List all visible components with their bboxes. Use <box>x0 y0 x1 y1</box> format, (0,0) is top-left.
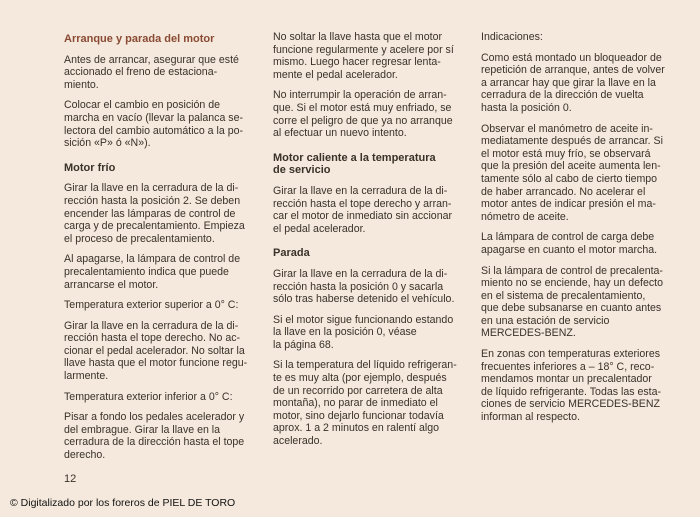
paragraph-neutral-position: Colocar el cambio en posición de marcha en vacío (llevar la palanca se- lectora del cambio automático a la po- sición «P» ó «N»). <box>64 99 244 150</box>
paragraph-stop-key: Girar la llave en la cerradura de la di- rección hasta la posición 0 y sacarla sólo tras haberse detenido el vehículo. <box>273 267 455 306</box>
paragraph-start-below-zero: Pisar a fondo los pedales acelerador y del embrague. Girar la llave en la cerradura de la dirección hasta el tope derecho. <box>64 411 245 462</box>
paragraph-start-above-zero: Girar la llave en la cerradura de la di- rección hasta el tope derecho. No ac- cionar el pedal acelerador. No soltar la llave hasta que el motor funcione regu- larmente. <box>64 319 248 383</box>
page-number: 12 <box>64 473 77 485</box>
section-title: Arranque y parada del motor <box>64 33 215 45</box>
column-2 <box>273 31 469 456</box>
paragraph-indications: Indicaciones: <box>481 31 543 43</box>
paragraph-no-interrupt: No interrumpir la operación de arran- que. Si el motor está muy enfriado, se corre el peligro de que ya no arranque al efectuar un nuevo intento. <box>273 89 453 140</box>
heading-warm-engine: Motor caliente a la temperatura de servicio <box>273 151 436 177</box>
paragraph-start-lock: Como está montado un bloqueador de repetición de arranque, antes de volver a arrancar hay que girar la llave en la cerradura de la dirección de vuelta hasta la posición 0. <box>481 51 665 114</box>
paragraph-coolant-preheater: En zonas con temperaturas exteriores frecuentes inferiores a – 18° C, reco- mendamos montar un precalentador de líquido refrigerante. Todas las esta- ciones de servicio MERCEDES-BENZ informan al respecto. <box>481 348 662 424</box>
heading-cold-engine: Motor frío <box>64 161 116 174</box>
paragraph-parking-brake: Antes de arrancar, asegurar que esté accionado el freno de estaciona- miento. <box>64 53 239 91</box>
paragraph-temp-below-zero: Temperatura exterior inferior a 0° C: <box>64 390 233 403</box>
paragraph-temp-above-zero: Temperatura exterior superior a 0° C: <box>64 299 239 312</box>
paragraph-preheat-defect: Si la lámpara de control de precalenta- miento no se enciende, hay un defecto en el sistema de precalentamiento, que debe subsanarse en cuanto antes en una estación de servicio MERCEDES-BENZ. <box>481 264 663 340</box>
column-1 <box>64 31 260 470</box>
paragraph-charge-lamp: La lámpara de control de carga debe apagarse en cuanto el motor marcha. <box>481 231 658 256</box>
paragraph-preheating: Girar la llave en la cerradura de la di- rección hasta la posición 2. Se deben encender las lámparas de control de carga y de precalentamiento. Empieza el proceso de precalentamiento. <box>64 182 245 245</box>
column-3 <box>481 31 677 432</box>
paragraph-preheat-lamp: Al apagarse, la lámpara de control de precalentamiento indica que puede arrancarse el motor. <box>64 253 241 291</box>
paragraph-hold-key: No soltar la llave hasta que el motor funcione regularmente y acelere por sí mismo. Luego hacer regresar lenta- mente el pedal acelerador. <box>273 31 454 81</box>
footer-credit: © Digitalizado por los foreros de PIEL DE TORO <box>10 497 236 509</box>
paragraph-coolant-temp: Si la temperatura del líquido refrigeran- te es muy alta (por ejemplo, después de un recorrido por carretera de alta montaña), no parar de inmediato el motor, sino dejarlo funcionar todavía aprox. 1 a 2 minutos en ralentí algo acelerado. <box>273 359 457 448</box>
heading-stop: Parada <box>273 247 310 260</box>
paragraph-warm-start: Girar la llave en la cerradura de la di- rección hasta el tope derecho y arran- car el motor de inmediato sin accionar el pedal acelerador. <box>273 184 453 235</box>
paragraph-oil-pressure: Observar el manómetro de aceite in- mediatamente después de arrancar. Si el motor está muy frío, se observará que la presión del aceite aumenta len- tamente sólo al cabo de cierto tiempo de haber arrancado. No acelerar el motor antes de indicar presión el ma- nómetro de aceite. <box>481 122 663 223</box>
paragraph-engine-running: Si el motor sigue funcionando estando la llave en la posición 0, véase la página 68. <box>273 313 454 351</box>
